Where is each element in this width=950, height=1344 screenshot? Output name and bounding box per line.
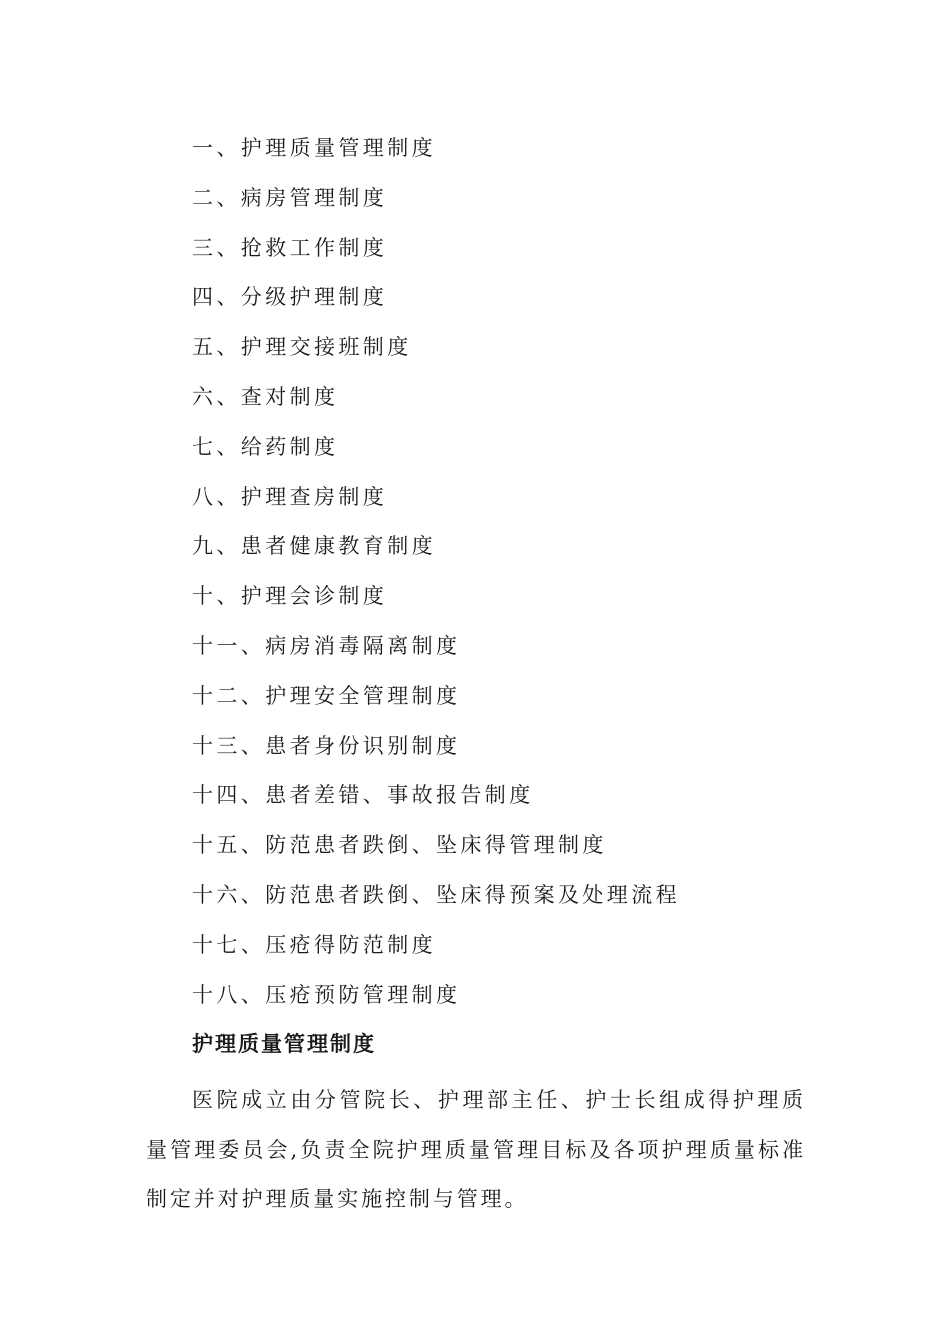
section-title: 护理质量管理制度 [192,1031,376,1056]
toc-item: 二、病房管理制度 [192,185,388,210]
toc-item: 三、抢救工作制度 [192,235,388,260]
toc-item: 七、给药制度 [192,434,339,459]
toc-item: 五、护理交接班制度 [192,335,412,360]
toc-item: 十四、患者差错、事故报告制度 [192,783,534,808]
toc-item: 十三、患者身份识别制度 [192,733,461,758]
toc-item: 八、护理查房制度 [192,484,388,509]
table-of-contents [192,130,680,1026]
toc-item: 十二、护理安全管理制度 [192,683,461,708]
toc-item: 六、查对制度 [192,384,339,409]
toc-item: 十七、压疮得防范制度 [192,932,436,957]
toc-item: 十八、压疮预防管理制度 [192,982,461,1007]
toc-item: 十、护理会诊制度 [192,584,388,609]
section-body [146,1076,806,1225]
body-line: 医院成立由分管院长、护理部主任、护士长组成得护理质量管 [146,1088,806,1162]
toc-item: 九、患者健康教育制度 [192,534,436,559]
toc-item: 四、分级护理制度 [192,285,388,310]
body-line: 理委员会,负责全院护理质量管理目标及各项护理质量标准制定并对 [146,1137,806,1211]
toc-item: 十五、防范患者跌倒、坠床得管理制度 [192,833,607,858]
toc-item: 十六、防范患者跌倒、坠床得预案及处理流程 [192,882,680,907]
body-line: 护理质量实施控制与管理。 [241,1187,529,1211]
toc-item: 十一、病房消毒隔离制度 [192,633,461,658]
toc-item: 一、护理质量管理制度 [192,136,436,160]
